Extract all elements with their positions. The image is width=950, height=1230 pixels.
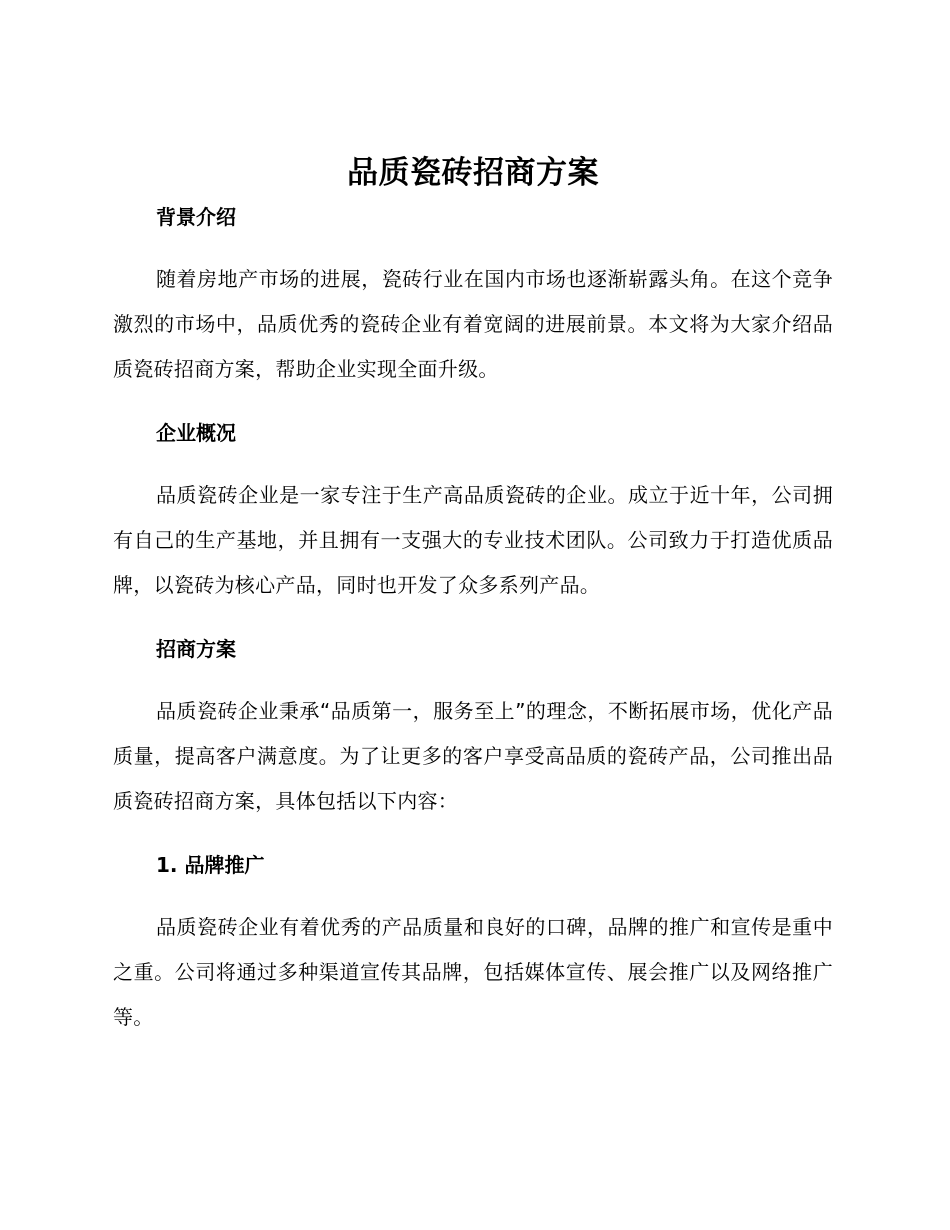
section-heading-background: 背景介绍 <box>156 205 236 229</box>
paragraph-brand-promotion: 品质瓷砖企业有着优秀的产品质量和良好的口碑，品牌的推广和宣传是重中之重。公司将通过多种渠道宣传其品牌，包括媒体宣传、展会推广以及网络推广等。 <box>113 915 833 1029</box>
paragraph-investment-plan: 品质瓷砖企业秉承“品质第一，服务至上”的理念，不断拓展市场，优化产品质量，提高客户满意度。为了让更多的客户享受高品质的瓷砖产品，公司推出品质瓷砖招商方案，具体包括以下内容： <box>113 699 833 813</box>
document-title: 品质瓷砖招商方案 <box>347 155 599 191</box>
section-heading-investment-plan: 招商方案 <box>156 637 236 661</box>
section-heading-company-overview: 企业概况 <box>156 421 236 445</box>
paragraph-background: 随着房地产市场的进展，瓷砖行业在国内市场也逐渐崭露头角。在这个竞争激烈的市场中，品质优秀的瓷砖企业有着宽阔的进展前景。本文将为大家介绍品质瓷砖招商方案，帮助企业实现全面升级。 <box>113 267 833 381</box>
document-body <box>113 150 833 1040</box>
paragraph-company-overview: 品质瓷砖企业是一家专注于生产高品质瓷砖的企业。成立于近十年，公司拥有自己的生产基地，并且拥有一支强大的专业技术团队。公司致力于打造优质品牌，以瓷砖为核心产品，同时也开发了众多系列产品。 <box>113 483 833 597</box>
section-heading-brand-promotion: 1. 品牌推广 <box>156 853 265 877</box>
